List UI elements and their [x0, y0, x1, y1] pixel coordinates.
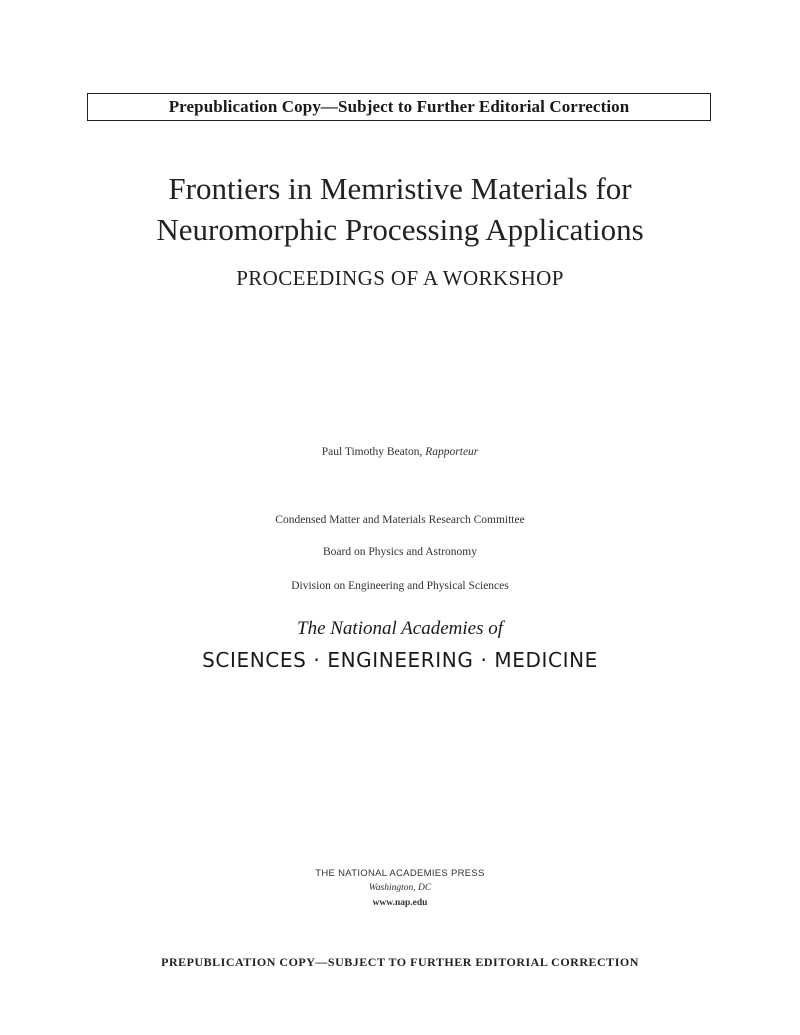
- committee-name: Condensed Matter and Materials Research Committee: [275, 514, 525, 526]
- board-name: Board on Physics and Astronomy: [323, 546, 477, 558]
- publisher-website: www.nap.edu: [372, 898, 428, 908]
- title-line-2: Neuromorphic Processing Applications: [156, 212, 644, 247]
- academies-word-engineering: ENGINEERING: [327, 648, 474, 672]
- separator-dot: ·: [480, 648, 488, 672]
- academies-logo-line-1: The National Academies of: [297, 618, 503, 639]
- separator-dot: ·: [313, 648, 321, 672]
- report-subtitle: PROCEEDINGS OF A WORKSHOP: [236, 266, 564, 290]
- rapporteur-role: Rapporteur: [425, 446, 479, 458]
- rapporteur-credit: [0, 446, 800, 458]
- publisher-city: Washington, DC: [368, 883, 432, 893]
- rapporteur-name: Paul Timothy Beaton,: [321, 446, 423, 458]
- academies-word-medicine: MEDICINE: [494, 648, 598, 672]
- prepublication-footer: PREPUBLICATION COPY—SUBJECT TO FURTHER EDITORIAL CORRECTION: [161, 955, 639, 969]
- title-line-1: Frontiers in Memristive Materials for: [168, 171, 632, 206]
- academies-logo-line-2: [0, 648, 800, 672]
- publisher-name: THE NATIONAL ACADEMIES PRESS: [315, 868, 485, 879]
- publisher-block: [0, 866, 800, 911]
- report-title: [0, 168, 800, 250]
- academies-word-sciences: SCIENCES: [202, 648, 307, 672]
- banner-text: Prepublication Copy—Subject to Further Editorial Correction: [168, 97, 630, 116]
- division-name: Division on Engineering and Physical Sciences: [291, 580, 509, 592]
- prepublication-banner: [87, 93, 711, 121]
